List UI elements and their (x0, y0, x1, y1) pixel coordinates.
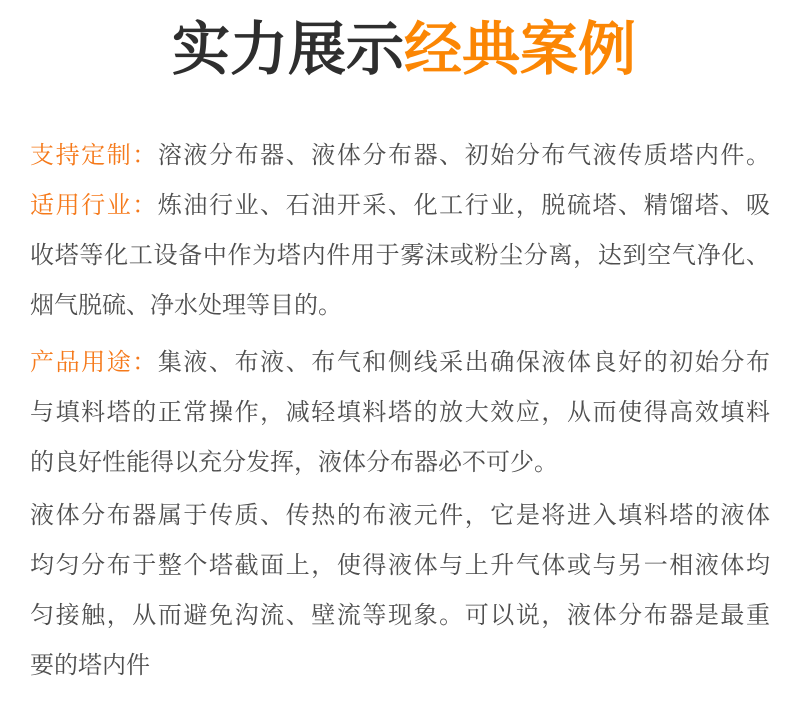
paragraph-label: 支持定制： (30, 141, 158, 169)
text-line: 与填料塔的正常操作，减轻填料塔的放大效应，从而使得高效填料 (30, 398, 770, 426)
page-title (0, 0, 790, 83)
paragraph-applicable-industries (30, 180, 770, 330)
paragraph-product-uses (30, 337, 770, 487)
title-orange-text: 经典案例 (404, 15, 637, 83)
text-line: 烟气脱硫、净水处理等目的。 (30, 291, 342, 319)
content-body (0, 130, 790, 690)
paragraph-label: 产品用途： (30, 348, 158, 376)
line-text: 炼油行业、石油开采、化工行业，脱硫塔、精馏塔、吸 (157, 191, 771, 219)
text-line (30, 130, 770, 180)
text-line: 均匀分布于整个塔截面上，使得液体与上升气体或与另一相液体均 (30, 551, 770, 579)
text-line: 收塔等化工设备中作为塔内件用于雾沫或粉尘分离，达到空气净化、 (30, 241, 770, 269)
text-line: 匀接触，从而避免沟流、壁流等现象。可以说，液体分布器是最重 (30, 601, 770, 629)
line-text: 集液、布液、布气和侧线采出确保液体良好的初始分布 (157, 348, 771, 376)
paragraph-distributor-description (30, 490, 770, 690)
line-text: 溶液分布器、液体分布器、初始分布气液传质塔内件。 (157, 141, 771, 169)
title-dark-text: 实力展示 (171, 15, 404, 83)
paragraph-label: 适用行业： (30, 191, 158, 219)
text-line: 要的塔内件 (30, 651, 150, 679)
text-line (30, 337, 770, 387)
paragraph-support-customization (30, 130, 770, 180)
text-line: 的良好性能得以充分发挥，液体分布器必不可少。 (30, 448, 558, 476)
text-line (30, 180, 770, 230)
text-line: 液体分布器属于传质、传热的布液元件，它是将进入填料塔的液体 (30, 501, 770, 529)
